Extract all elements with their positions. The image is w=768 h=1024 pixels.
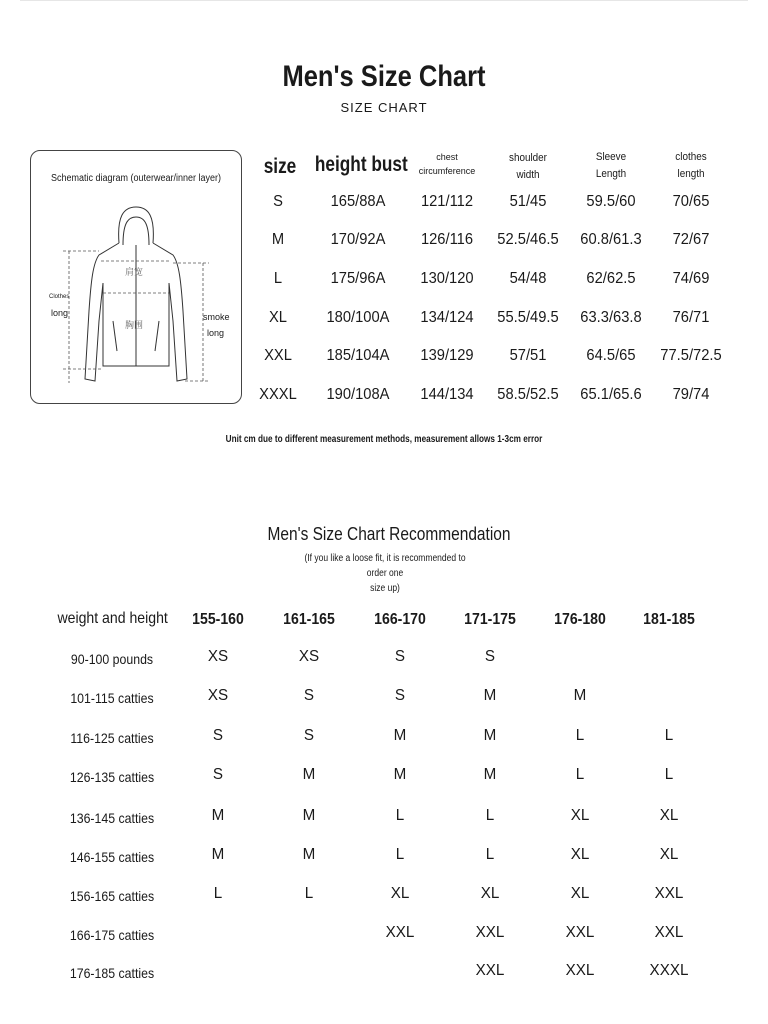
size-header: size [263,155,297,178]
recommended-size-cell: XS [298,648,320,665]
size-table-cell: 51/45 [509,193,547,210]
size-cell: L [273,270,283,287]
size-table-cell: 72/67 [672,231,710,248]
recommended-size-cell: XL [570,885,590,902]
recommended-size-cell: XL [659,846,679,863]
size-table-cell: 77.5/72.5 [660,347,722,364]
size-table-cell: 165/88A [330,193,386,210]
recommended-size-cell: L [485,807,495,824]
size-cell: XXXL [259,386,297,403]
page-subtitle: SIZE CHART [340,100,428,115]
shoulder-header [496,150,561,184]
recommended-size-cell: L [304,885,314,902]
recommended-size-cell: L [395,807,405,824]
recommended-size-cell: XL [390,885,410,902]
recommended-size-cell: M [302,846,316,863]
recommended-size-cell: S [212,727,224,744]
size-table-cell: 55.5/49.5 [497,309,559,326]
recommended-size-cell: XL [570,846,590,863]
recommendation-subtitle-line-1: (If you like a loose fit, it is recommended to order one [304,553,466,579]
size-table-cell: 57/51 [509,347,547,364]
size-table-cell: 139/129 [420,347,474,364]
size-table-cell: 62/62.5 [586,270,636,287]
size-table-cell: 58.5/52.5 [497,386,559,403]
size-table-cell: 74/69 [672,270,710,287]
schematic-caption: Schematic diagram (outerwear/inner layer) [50,173,222,184]
weight-row-label: 90-100 pounds [70,651,154,667]
weight-row-label: 101-115 catties [70,690,154,706]
size-table-cell: 180/100A [326,309,390,326]
size-table-cell: 185/104A [326,347,390,364]
recommended-size-cell: S [303,687,315,704]
size-table-cell: 175/96A [330,270,386,287]
size-table-cell: 60.8/61.3 [580,231,642,248]
recommended-size-cell: S [212,766,224,783]
top-divider [20,0,748,1]
clothes-header-line-2: length [677,168,705,180]
chest-header-line-1: chest [436,152,458,162]
size-table-cell: 144/134 [420,386,474,403]
clothes-length-label-2: long [51,308,69,318]
recommendation-subtitle-line-2: size up) [370,583,400,594]
recommended-size-cell: XXL [475,924,505,941]
size-table-cell: 130/120 [420,270,474,287]
height-column-header: 176-180 [554,611,606,628]
recommended-size-cell: S [303,727,315,744]
height-column-header: 181-185 [643,611,695,628]
weight-row-label: 126-135 catties [69,769,155,785]
size-table-cell: 79/74 [672,386,710,403]
size-table-cell: 54/48 [509,270,547,287]
size-table-cell: 76/71 [672,309,710,326]
recommended-size-cell: S [394,648,406,665]
sleeve-header [579,149,644,183]
recommended-size-cell: XL [659,807,679,824]
schematic-diagram [30,150,242,404]
recommended-size-cell: L [575,766,585,783]
weight-row-label: 116-125 catties [70,730,154,746]
recommendation-subtitle [295,551,475,596]
recommended-size-cell: XS [207,648,229,665]
recommended-size-cell: XS [207,687,229,704]
recommended-size-cell: XXL [475,962,505,979]
chest-label: 胸围 [125,320,144,330]
size-table-cell: 59.5/60 [586,193,636,210]
recommended-size-cell: M [302,807,316,824]
size-cell: XL [268,309,287,326]
recommended-size-cell: M [393,766,407,783]
recommended-size-cell: XXL [654,885,684,902]
size-table-cell: 190/108A [326,386,390,403]
recommended-size-cell: L [213,885,223,902]
chest-header [412,150,482,178]
chest-header-line-2: circumference [418,166,476,176]
size-table-cell: 121/112 [420,193,474,210]
size-cell: M [271,231,285,248]
recommended-size-cell: S [484,648,496,665]
height-bust-header: height bust [314,153,408,176]
recommended-size-cell: L [664,766,674,783]
recommended-size-cell: L [485,846,495,863]
recommended-size-cell: M [483,727,497,744]
recommended-size-cell: M [393,727,407,744]
size-table-cell: 63.3/63.8 [580,309,642,326]
sleeve-length-label-2: long [207,328,225,338]
weight-row-label: 166-175 catties [69,927,155,943]
size-table-cell: 64.5/65 [586,347,636,364]
weight-row-label: 146-155 catties [69,849,155,865]
height-column-header: 161-165 [283,611,335,628]
sleeve-header-line-1: Sleeve [595,151,627,163]
clothes-length-header [659,149,724,183]
size-table-cell: 70/65 [672,193,710,210]
height-column-header: 155-160 [192,611,244,628]
height-column-header: 166-170 [374,611,426,628]
measurement-note: Unit cm due to different measurement methods, measurement allows 1-3cm error [225,434,543,445]
recommendation-corner-header: weight and height [57,610,168,627]
recommendation-title: Men's Size Chart Recommendation [267,524,511,544]
recommended-size-cell: XXL [654,924,684,941]
page-title: Men's Size Chart [282,60,486,93]
size-table-cell: 52.5/46.5 [497,231,559,248]
recommended-size-cell: XL [570,807,590,824]
recommended-size-cell: XXL [565,924,595,941]
recommended-size-cell: M [302,766,316,783]
size-cell: S [273,193,283,210]
recommended-size-cell: L [575,727,585,744]
sleeve-header-line-2: Length [595,168,627,180]
size-cell: XXL [264,347,292,364]
recommended-size-cell: XXL [385,924,415,941]
shoulder-header-line-2: width [516,169,540,181]
shoulder-header-line-1: shoulder [509,152,547,164]
recommended-size-cell: XL [480,885,500,902]
size-table-cell: 170/92A [330,231,386,248]
recommended-size-cell: M [573,687,587,704]
weight-row-label: 136-145 catties [69,810,155,826]
recommended-size-cell: M [483,766,497,783]
recommended-size-cell: M [211,846,225,863]
recommended-size-cell: XXL [565,962,595,979]
recommended-size-cell: L [664,727,674,744]
sleeve-length-label-1: smoke [203,312,230,322]
height-column-header: 171-175 [464,611,516,628]
clothes-header-line-1: clothes [675,151,707,163]
size-table-cell: 126/116 [420,231,474,248]
recommended-size-cell: M [211,807,225,824]
weight-row-label: 156-165 catties [69,888,155,904]
recommended-size-cell: XXXL [649,962,689,979]
size-table-cell: 65.1/65.6 [580,386,642,403]
recommended-size-cell: S [394,687,406,704]
clothes-length-label-1: Clothes [49,294,70,300]
recommended-size-cell: L [395,846,405,863]
weight-row-label: 176-185 catties [69,965,155,981]
recommended-size-cell: M [483,687,497,704]
shoulder-label: 肩宽 [125,267,144,277]
size-table-cell: 134/124 [420,309,474,326]
